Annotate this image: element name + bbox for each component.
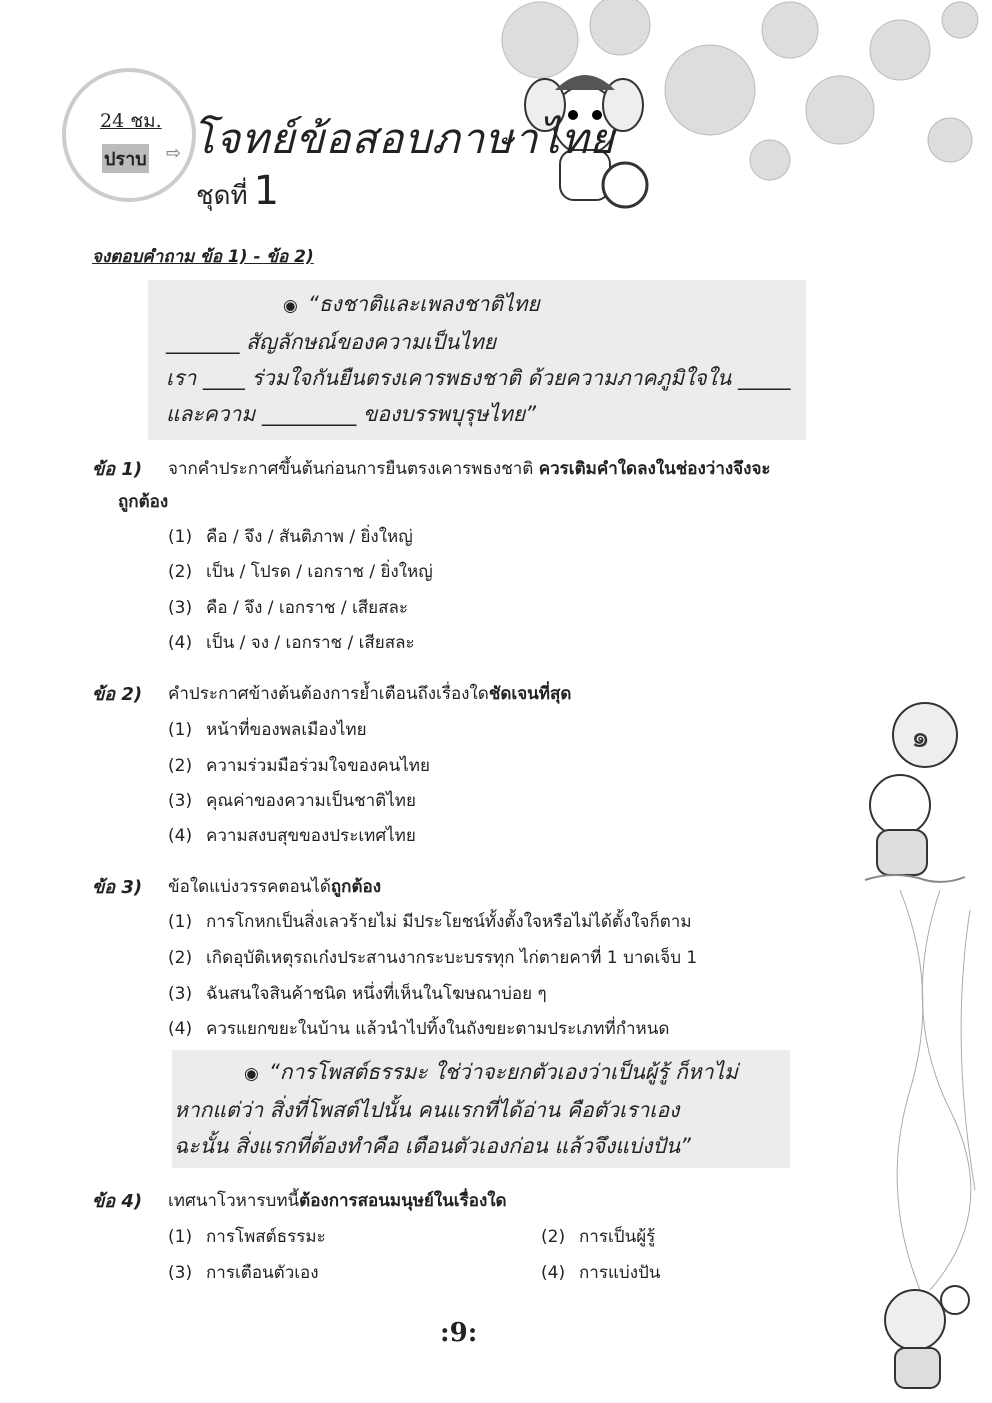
question-emphasis: ถูกต้อง <box>330 877 382 897</box>
passage-text: “การโพสต์ธรรมะ ใช่ว่าจะยกตัวเองว่าเป็นผู้รู้ ก็หาไม่ <box>268 1060 738 1084</box>
option-text: ความร่วมมือร่วมใจของคนไทย <box>206 756 430 776</box>
option-number: (2) <box>168 948 193 968</box>
option-number: (3) <box>168 791 193 811</box>
option-number: (4) <box>541 1263 566 1283</box>
question-label: ข้อ 3) <box>92 877 143 898</box>
passage-box-2 <box>172 1050 790 1168</box>
option-number: (2) <box>168 756 193 776</box>
option-2[interactable] <box>168 752 430 779</box>
option-1[interactable] <box>168 523 413 550</box>
passage-line <box>148 286 806 324</box>
question-emphasis: ต้องการสอนมนุษย์ในเรื่องใด <box>299 1191 507 1211</box>
option-text: คุณค่าของความเป็นชาติไทย <box>206 791 416 811</box>
option-4[interactable] <box>168 629 415 656</box>
option-text: การโกหกเป็นสิ่งเลวร้ายไม่ มีประโยชน์ทั้งตั้งใจหรือไม่ได้ตั้งใจก็ตาม <box>206 912 692 932</box>
page-title: โจทย์ข้อสอบภาษาไทย <box>192 114 615 163</box>
page-number: :9: <box>440 1318 478 1348</box>
option-text: การโพสต์ธรรมะ <box>206 1227 326 1247</box>
option-number: (4) <box>168 633 193 653</box>
option-number: (1) <box>168 527 193 547</box>
question-text <box>168 455 771 482</box>
question-emphasis: ชัดเจนที่สุด <box>488 684 572 704</box>
option-text: เกิดอุบัติเหตุรถเก๋งประสานงากระบะบรรทุก ไก่ตายคาที่ 1 บาดเจ็บ 1 <box>206 948 698 968</box>
question-plain: ข้อใดแบ่งวรรคตอนได้ <box>168 877 331 897</box>
option-text: คือ / จึง / เอกราช / เสียสละ <box>206 598 409 618</box>
option-number: (1) <box>168 1227 193 1247</box>
option-text: การเตือนตัวเอง <box>206 1263 319 1283</box>
option-number: (2) <box>168 562 193 582</box>
option-2[interactable] <box>168 944 697 971</box>
passage-text: “ธงชาติและเพลงชาติไทย <box>307 292 540 316</box>
question-label: ข้อ 2) <box>92 684 143 705</box>
set-text: ชุดที่ <box>196 181 248 211</box>
question-plain: จากคำประกาศขึ้นต้นก่อนการยืนตรงเคารพธงชาติ <box>168 459 539 479</box>
option-text: การแบ่งปัน <box>579 1263 661 1283</box>
option-4[interactable] <box>168 822 416 849</box>
elephant-mascot-holding-ball <box>855 695 985 895</box>
option-text: ฉันสนใจสินค้าชนิด หนึ่งที่เห็นในโฆษณาบ่อย ๆ <box>206 984 547 1004</box>
question-text <box>168 1187 507 1214</box>
question-label: ข้อ 1) <box>92 459 143 480</box>
option-text: หน้าที่ของพลเมืองไทย <box>206 720 367 740</box>
option-4[interactable] <box>541 1259 660 1286</box>
option-number: (3) <box>168 984 193 1004</box>
hours-label: 24 ชม. <box>100 110 162 132</box>
instruction: จงตอบคำถาม ข้อ 1) - ข้อ 2) <box>92 247 314 267</box>
option-number: (4) <box>168 1019 193 1039</box>
option-number: (1) <box>168 720 193 740</box>
passage-line: _______ สัญลักษณ์ของความเป็นไทย <box>166 330 497 354</box>
set-number: 1 <box>253 168 280 214</box>
bullet-icon: ◉ <box>283 296 298 316</box>
option-text: ความสงบสุขของประเทศไทย <box>206 826 416 846</box>
passage-line: หากแต่ว่า สิ่งที่โพสต์ไปนั้น คนแรกที่ได้อ่าน คือตัวเราเอง <box>174 1098 680 1122</box>
set-label <box>196 168 279 216</box>
option-text: คือ / จึง / สันติภาพ / ยิ่งใหญ่ <box>206 527 413 547</box>
option-1[interactable] <box>168 1223 326 1250</box>
option-3[interactable] <box>168 1259 319 1286</box>
question-emphasis: ควรเติมคำใดลงในช่องว่างจึงจะ <box>538 459 771 479</box>
bullet-icon: ◉ <box>244 1064 259 1084</box>
question-text <box>168 680 571 707</box>
option-text: ควรแยกขยะในบ้าน แล้วนำไปทิ้งในถังขยะตามประเภทที่กำหนด <box>206 1019 670 1039</box>
question-continuation: ถูกต้อง <box>118 492 169 512</box>
option-1[interactable] <box>168 716 367 743</box>
prab-label: ปราบ <box>102 144 149 173</box>
option-2[interactable] <box>168 558 433 585</box>
option-4[interactable] <box>168 1015 669 1042</box>
arrow-right-icon: ⇨ <box>166 143 182 164</box>
decorative-vines <box>880 890 990 1290</box>
option-number: (3) <box>168 598 193 618</box>
option-number: (4) <box>168 826 193 846</box>
demon-mascot <box>870 1270 980 1400</box>
question-text <box>168 873 381 900</box>
question-label: ข้อ 4) <box>92 1191 143 1212</box>
option-number: (2) <box>541 1227 566 1247</box>
passage-box-1 <box>148 280 806 440</box>
question-plain: เทศนาโวหารบทนี้ <box>168 1191 300 1211</box>
option-text: เป็น / จง / เอกราช / เสียสละ <box>206 633 415 653</box>
question-plain: คำประกาศข้างต้นต้องการย้ำเตือนถึงเรื่องใด <box>168 684 489 704</box>
ball-numeral: ๑ <box>911 720 931 755</box>
passage-line: เรา ____ ร่วมใจกันยืนตรงเคารพธงชาติ ด้วยความภาคภูมิใจใน _____ <box>166 366 791 390</box>
option-3[interactable] <box>168 787 416 814</box>
option-2[interactable] <box>541 1223 655 1250</box>
option-1[interactable] <box>168 908 692 935</box>
passage-line: และความ _________ ของบรรพบุรุษไทย” <box>166 402 537 426</box>
option-text: เป็น / โปรด / เอกราช / ยิ่งใหญ่ <box>206 562 433 582</box>
option-3[interactable] <box>168 980 547 1007</box>
passage-line: ฉะนั้น สิ่งแรกที่ต้องทำคือ เตือนตัวเองก่อน แล้วจึงแบ่งปัน” <box>174 1134 691 1158</box>
passage-line <box>172 1054 790 1092</box>
option-number: (1) <box>168 912 193 932</box>
option-3[interactable] <box>168 594 408 621</box>
option-text: การเป็นผู้รู้ <box>579 1227 656 1247</box>
option-number: (3) <box>168 1263 193 1283</box>
